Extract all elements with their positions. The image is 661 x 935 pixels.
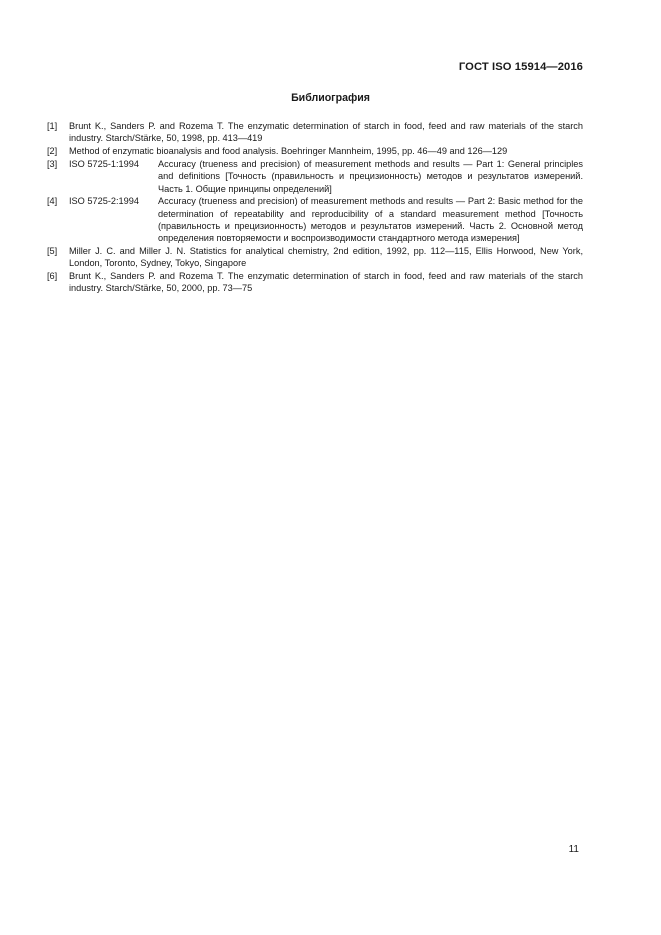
entry-text: Miller J. C. and Miller J. N. Statistics for analytical chemistry, 2nd edition, 1992, pp. 112—115, Ellis Horwood, New York, London, Toronto, Sydney, Tokyo, Singapore [69, 246, 583, 269]
entry-number: [1] [47, 121, 58, 131]
entry-content [69, 195, 583, 244]
entry-text: Brunt K., Sanders P. and Rozema T. The enzymatic determination of starch in food, feed and raw materials of the starch industry. Starch/Stärke, 50, 2000, pp. 73—75 [69, 271, 583, 294]
page-title: Библиография [291, 92, 370, 104]
bibliography-entry [47, 158, 583, 195]
entry-number: [5] [47, 246, 58, 256]
bibliography-entry [47, 195, 583, 244]
entry-text: Brunt K., Sanders P. and Rozema T. The enzymatic determination of starch in food, feed and raw materials of the starch industry. Starch/Stärke, 50, 1998, pp. 413—419 [69, 121, 583, 144]
bibliography-entry [47, 145, 583, 157]
bibliography-entry [47, 245, 583, 270]
bibliography-entry [47, 120, 583, 145]
page-number: 11 [568, 844, 579, 855]
entry-content [69, 158, 583, 195]
entry-standard: ISO 5725-2:1994 [69, 196, 139, 207]
entry-text: Accuracy (trueness and precision) of measurement methods and results — Part 2: Basic method for the determination of repeatability and reproducibility of a standard measurement method [Точность (правильность и прецизионность) методов и результатов измерений. Часть 2. Основной метод определения повторяемости и воспроизводимости стандартного метода измерения] [158, 196, 583, 244]
document-code: ГОСТ ISO 15914—2016 [458, 61, 583, 73]
bibliography-entry [47, 270, 583, 295]
entry-text: Method of enzymatic bioanalysis and food analysis. Boehringer Mannheim, 1995, pp. 46—49 and 126—129 [69, 146, 508, 157]
entry-number: [4] [47, 196, 58, 207]
entry-text: Accuracy (trueness and precision) of measurement methods and results — Part 1: General principles and definitions [Точность (правильность и прецизионность) методов и результатов измерений. Часть 1. Общие принципы определений] [158, 158, 583, 194]
entry-number: [3] [47, 158, 58, 169]
bibliography-list [47, 120, 583, 295]
entry-standard: ISO 5725-1:1994 [69, 158, 139, 169]
entry-number: [6] [47, 271, 58, 282]
entry-number: [2] [47, 146, 58, 157]
